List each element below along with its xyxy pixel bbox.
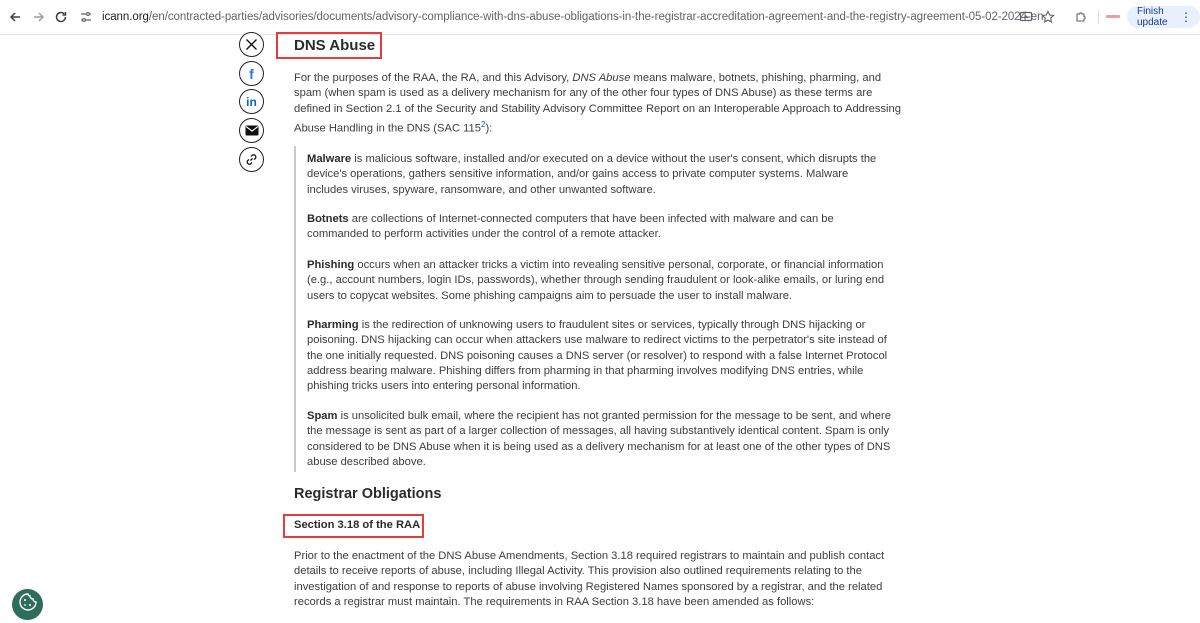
forward-arrow-icon[interactable]	[30, 8, 48, 26]
url-text	[102, 11, 1043, 23]
finish-update-label: Finish update	[1137, 6, 1168, 28]
share-linkedin-button[interactable]	[239, 89, 264, 114]
definition-text: occurs when an attacker tricks a victim into revealing sensitive personal, corporate, or financial information (e.g., account numbers, login IDs, passwords), whether through sending fraudulent or look-alike emails, or luring end users to copycat websites. Some phishing campaigns aim to persuade the user to install malware.	[307, 259, 885, 302]
intro-emphasis: DNS Abuse	[572, 72, 631, 84]
x-icon	[245, 38, 258, 51]
email-icon	[245, 125, 259, 136]
definition-malware	[307, 152, 887, 198]
url-path: /en/contracted-parties/advisories/documents/advisory-compliance-with-dns-abuse-obligations-in-the-registrar-accreditation-agreement-and-the-registry-agreement-05-02-2024-en	[148, 11, 1044, 23]
intro-text-1: For the purposes of the RAA, the RA, and this Advisory,	[294, 72, 573, 84]
definition-text: is malicious software, installed and/or executed on a device without the user's consent, which disrupts the device's operations, gathers sensitive information, and/or gains access to private computer systems. Malware includes viruses, spyware, ransomware, and other unwanted software.	[307, 153, 877, 196]
facebook-icon: f	[249, 65, 254, 82]
footnote-link[interactable]: 2	[480, 119, 486, 129]
definition-pharming	[307, 318, 895, 394]
cookie-settings-button[interactable]	[12, 589, 43, 620]
section-318-heading: Section 3.18 of the RAA	[294, 519, 421, 531]
term-botnets: Botnets	[307, 213, 349, 225]
registrar-obligations-heading: Registrar Obligations	[294, 486, 442, 502]
cast-icon[interactable]	[1018, 9, 1034, 25]
definition-text: are collections of Internet-connected computers that have been infected with malware and can be commanded to perform activities under the control of a remote attacker.	[307, 213, 834, 241]
extensions-icon[interactable]	[1073, 9, 1089, 25]
term-malware: Malware	[307, 153, 352, 165]
toolbar-divider	[1098, 10, 1099, 24]
term-spam: Spam	[307, 410, 338, 422]
term-pharming: Pharming	[307, 319, 359, 331]
url-domain: icann.org	[102, 11, 149, 23]
intro-text-2: means malware, botnets, phishing, pharming, and spam (when spam is used as a delivery mechanism for any of the other four types of DNS Abuse) as these terms are defined in Section 2.1 of the Security and Stability Advisory Committee Report on an Interoperable Approach to Addressing Abuse Handling in the DNS (SAC 115	[294, 72, 901, 135]
site-settings-icon[interactable]	[78, 9, 94, 25]
back-arrow-icon[interactable]	[6, 8, 24, 26]
dns-abuse-heading: DNS Abuse	[294, 37, 376, 54]
term-phishing: Phishing	[307, 259, 355, 271]
profile-icon[interactable]	[1106, 15, 1120, 18]
bookmark-star-icon[interactable]	[1040, 9, 1056, 25]
cookie-icon	[18, 592, 38, 617]
definition-botnets	[307, 212, 895, 243]
browser-toolbar	[0, 0, 1200, 35]
definition-text: is unsolicited bulk email, where the recipient has not granted permission for the message to be sent, and where the message is sent as part of a larger collection of messages, all having substantively identical content. Spam is only considered to be DNS Abuse when it is being used as a delivery mechanism for at least one of the other types of DNS abuse described above.	[307, 410, 891, 468]
definition-phishing	[307, 258, 895, 304]
dns-abuse-intro	[294, 71, 906, 137]
share-email-button[interactable]	[239, 118, 264, 143]
definition-spam	[307, 409, 895, 470]
intro-text-3: ):	[485, 122, 493, 135]
definition-text: is the redirection of unknowing users to fraudulent sites or services, typically through DNS hijacking or poisoning. DNS hijacking can occur when attackers use malware to redirect victims to the perpetrator's site instead of the one initially requested. DNS poisoning causes a DNS server (or resolver) to respond with a false Internet Protocol address bearing malware. Phishing differs from pharming in that pharming involves modifying DNS entries, while phishing tricks users into entering personal information.	[307, 319, 888, 393]
finish-update-button[interactable]	[1127, 6, 1200, 28]
copy-link-button[interactable]	[239, 147, 264, 172]
section-318-paragraph: Prior to the enactment of the DNS Abuse Amendments, Section 3.18 required registrars to maintain and publish contact details to receive reports of abuse, including Illegal Activity. This provision also outlined requirements relating to the investigation of and response to reports of abuse involving Registered Names sponsored by a registrar, and the related records a registrar must maintain. The requirements in RAA Section 3.18 have been amended as follows:	[294, 550, 885, 608]
share-facebook-button[interactable]	[239, 61, 264, 86]
link-icon	[245, 153, 258, 166]
more-menu-icon[interactable]: ⋮	[1180, 10, 1192, 24]
linkedin-icon: in	[246, 94, 257, 109]
share-x-button[interactable]	[239, 32, 264, 57]
address-bar[interactable]	[72, 5, 1072, 29]
reload-icon[interactable]	[52, 8, 70, 26]
